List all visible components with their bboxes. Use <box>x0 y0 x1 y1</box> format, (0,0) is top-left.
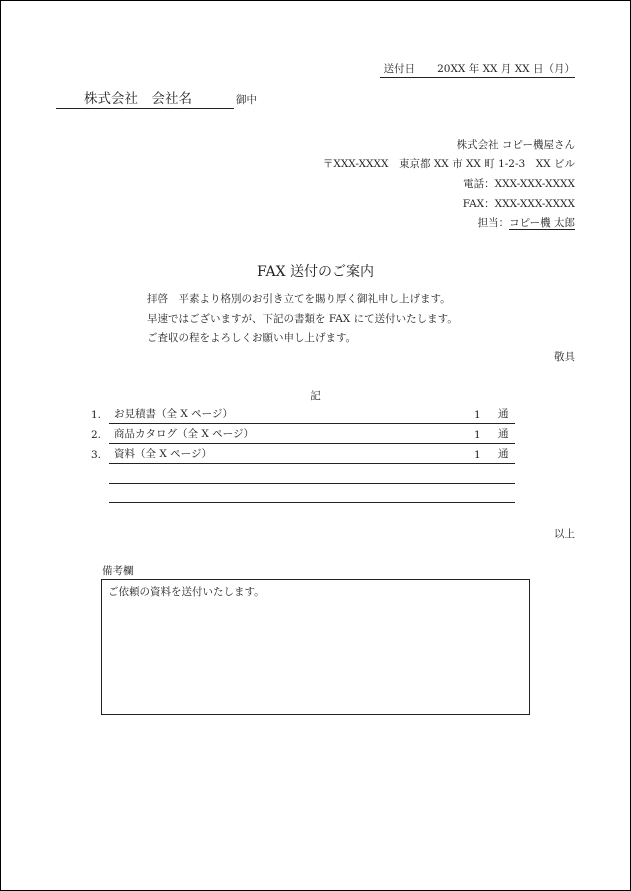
item-number: 2. <box>91 429 102 441</box>
item-name: お見積書（全 X ページ） <box>114 408 233 420</box>
sender-company: 株式会社 コピー機屋さん <box>456 139 575 151</box>
item-quantity: 1 <box>474 429 481 441</box>
closing-ijou: 以上 <box>554 528 575 540</box>
item-name: 商品カタログ（全 X ページ） <box>114 428 254 440</box>
item-unit: 通 <box>498 448 509 460</box>
ki-heading: 記 <box>310 390 321 402</box>
sender-address: 〒XXX-XXXX 東京都 XX 市 XX 町 1-2-3 XX ビル <box>322 158 575 170</box>
item-quantity: 1 <box>474 449 481 461</box>
item-unit: 通 <box>498 428 509 440</box>
document-title: FAX 送付のご案内 <box>256 264 375 280</box>
item-name: 資料（全 X ページ） <box>114 448 212 460</box>
send-date <box>380 61 575 78</box>
item-row <box>91 424 515 444</box>
sender-contact-label: 担当： <box>477 217 510 229</box>
sender-contact <box>478 215 575 230</box>
send-date-value: 20XX 年 XX 月 XX 日（月） <box>437 63 575 75</box>
send-date-label: 送付日 <box>383 63 416 75</box>
item-number: 1. <box>91 409 102 421</box>
recipient-name: 株式会社 会社名 <box>56 87 234 109</box>
sender-contact-name: コピー機 太郎 <box>509 217 575 229</box>
sender-fax: FAX：XXX-XXX-XXXX <box>462 198 575 210</box>
item-row <box>91 444 515 464</box>
item-unit: 通 <box>498 408 509 420</box>
item-row-empty <box>109 483 515 503</box>
item-number: 3. <box>91 449 102 461</box>
body-line-3: ご査収の程をよろしくお願い申し上げます。 <box>147 332 357 344</box>
memo-box <box>101 579 530 715</box>
body-line-1: 拝啓 平素より格別のお引き立てを賜り厚く御礼申し上げます。 <box>147 293 451 305</box>
item-quantity: 1 <box>474 409 481 421</box>
item-row <box>91 404 515 424</box>
sender-tel: 電話：XXX-XXX-XXXX <box>463 178 575 190</box>
item-row-empty <box>109 464 515 484</box>
closing-keigu: 敬具 <box>554 351 575 363</box>
recipient-suffix: 御中 <box>236 94 257 106</box>
memo-text: ご依頼の資料を送付いたします。 <box>108 586 265 598</box>
memo-label: 備考欄 <box>102 565 134 577</box>
body-line-2: 早速ではございますが、下記の書類を FAX にて送付いたします。 <box>147 313 458 325</box>
